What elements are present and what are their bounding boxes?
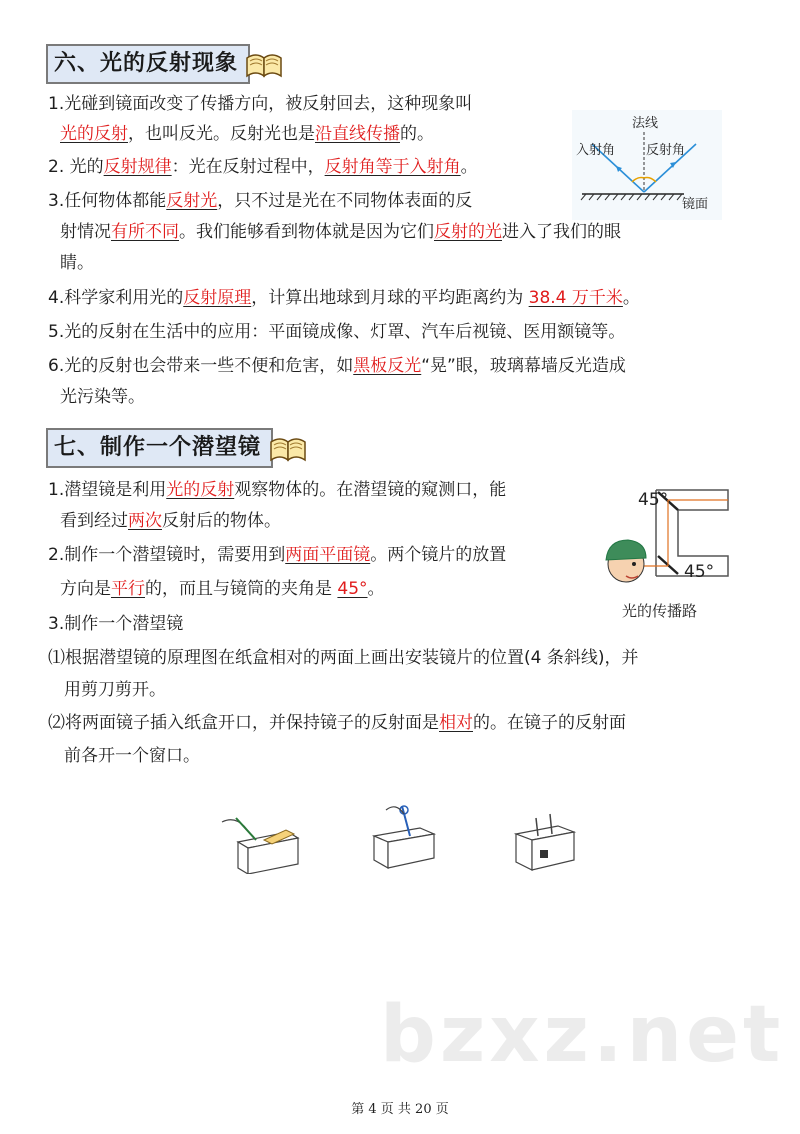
s7-item3-line1: 3.制作一个潜望镜 — [48, 614, 184, 634]
s6-item5-line1: 5.光的反射在生活中的应用：平面镜成像、灯罩、汽车后视镜、医用额镜等。 — [48, 322, 626, 342]
reflection-angle-label: 反射角 — [646, 143, 686, 158]
s6-item1-line2: 光的反射，也叫反光。反射光也是沿直线传播的。 — [60, 124, 434, 144]
s7-item2-line1: 2.制作一个潜望镜时，需要用到两面平面镜。两个镜片的放置 — [48, 545, 507, 565]
drawing-lines-illustration — [214, 808, 310, 874]
watermark: bzxz.net — [380, 990, 785, 1080]
bottom-angle-label: 45° — [684, 562, 715, 582]
s7-item2-line2: 方向是平行的，而且与镜筒的夹角是 45°。 — [60, 579, 385, 599]
s6-item4-line1: 4.科学家利用光的反射原理，计算出地球到月球的平均距离约为 38.4 万千米。 — [48, 288, 640, 308]
book-icon — [268, 430, 308, 464]
s7-step1-line1: ⑴根据潜望镜的原理图在纸盒相对的两面上画出安装镜片的位置(4 条斜线)，并 — [48, 648, 639, 668]
page-number: 第 4 页 共 20 页 — [351, 1102, 449, 1117]
section-6-title: 六、光的反射现象 — [46, 44, 250, 84]
s6-item3-line2: 射情况有所不同。我们能够看到物体就是因为它们反射的光进入了我们的眼 — [60, 222, 621, 242]
s7-item1-line2: 看到经过两次反射后的物体。 — [60, 511, 281, 531]
s6-item6-line2: 光污染等。 — [60, 387, 145, 407]
s7-step2-line2: 前各开一个窗口。 — [64, 746, 200, 766]
incidence-angle-label: 入射角 — [576, 143, 616, 158]
s6-item2-line1: 2. 光的反射规律：光在反射过程中，反射角等于入射角。 — [48, 157, 478, 177]
section-7-title: 七、制作一个潜望镜 — [46, 428, 273, 468]
mirror-label: 镜面 — [682, 197, 709, 212]
normal-line-label: 法线 — [632, 116, 659, 131]
s7-step1-line2: 用剪刀剪开。 — [64, 680, 166, 700]
s6-item6-line1: 6.光的反射也会带来一些不便和危害，如黑板反光“晃”眼，玻璃幕墙反光造成 — [48, 356, 626, 376]
finished-box-illustration — [510, 812, 582, 874]
cutting-illustration — [366, 800, 446, 872]
s6-item3-line3: 睛。 — [60, 253, 94, 273]
book-icon — [244, 46, 284, 80]
s6-item1-line1: 1.光碰到镜面改变了传播方向，被反射回去，这种现象叫 — [48, 94, 473, 114]
top-angle-label: 45° — [638, 490, 669, 510]
periscope-caption: 光的传播路 — [622, 602, 698, 620]
s7-step2-line1: ⑵将两面镜子插入纸盒开口，并保持镜子的反射面是相对的。在镜子的反射面 — [48, 713, 626, 733]
s7-item1-line1: 1.潜望镜是利用光的反射观察物体的。在潜望镜的窥测口，能 — [48, 480, 507, 500]
s6-item3-line1: 3.任何物体都能反射光，只不过是光在不同物体表面的反 — [48, 191, 473, 211]
